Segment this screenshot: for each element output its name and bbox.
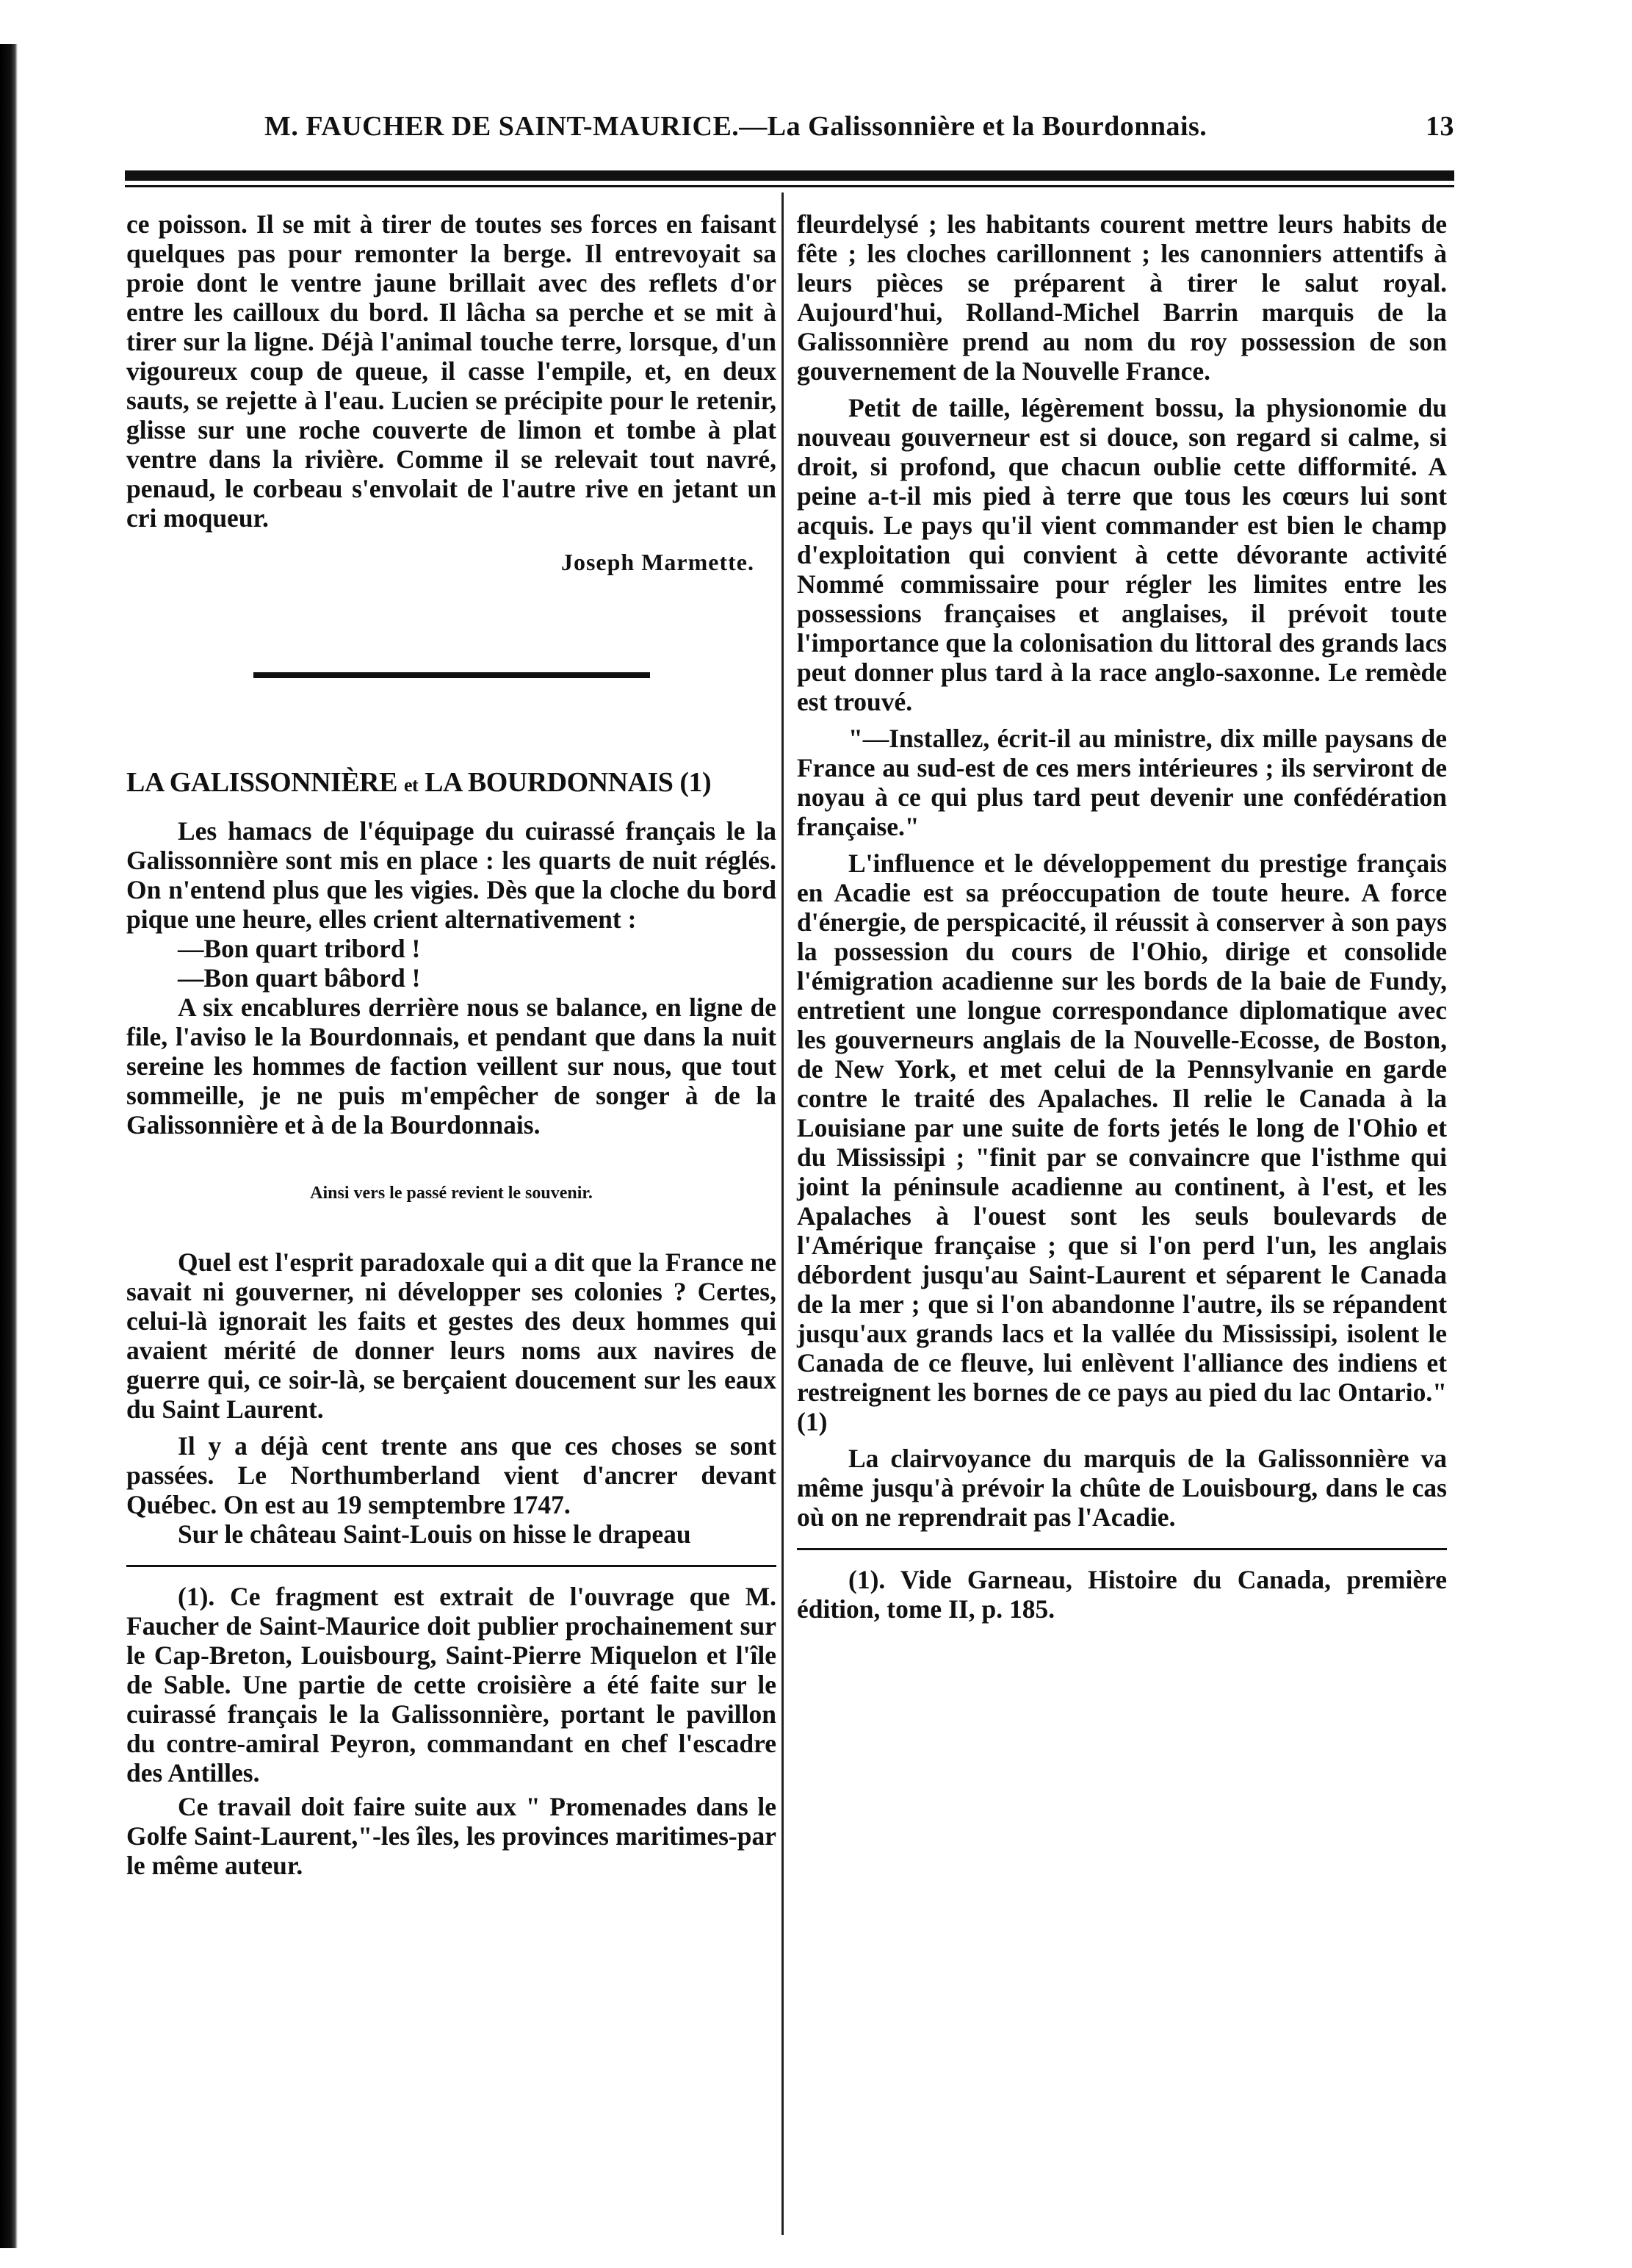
right-paragraph-5: La clairvoyance du marquis de la Galissonnière va même jusqu'à prévoir la chûte de Louisbourg, dans le cas où on ne reprendrait pas l'Acadie. — [797, 1444, 1447, 1532]
running-title: M. FAUCHER DE SAINT-MAURICE.—La Galissonnière et la Bourdonnais. — [264, 111, 1207, 142]
footnote-rule-right — [797, 1548, 1447, 1550]
right-footnote-1: (1). Vide Garneau, Histoire du Canada, première édition, tome II, p. 185. — [797, 1565, 1447, 1624]
section-title-part-a: LA GALISSONNIÈRE — [126, 767, 404, 798]
column-divider — [781, 192, 784, 2235]
page-binding-edge — [0, 44, 18, 2248]
left-footnote-1: (1). Ce fragment est extrait de l'ouvrage que M. Faucher de Saint-Maurice doit publier prochainement sur le Cap-Breton, Louisbourg, Saint-Pierre Miquelon et l'île de Sable. Une partie de cette croisière a été faite sur le cuirassé français le la Galissonnière, portant le pavillon du contre-amiral Peyron, commandant en chef l'escadre des Antilles. — [126, 1582, 776, 1788]
right-paragraph-3: "—Installez, écrit-il au ministre, dix mille paysans de France au sud-est de ces mers intérieures ; ils serviront de noyau à ce qui plus tard peut devenir une confédération française." — [797, 724, 1447, 841]
dialogue-line-1: —Bon quart tribord ! — [178, 934, 421, 963]
header-rule-thin — [125, 185, 1454, 187]
footnote-rule-left — [126, 1565, 776, 1567]
right-paragraph-4: L'influence et le développement du prestige français en Acadie est sa préoccupation de toute heure. A force d'énergie, de perspicacité, il réussit à conserver à son pays la possession du cours de l'Ohio, dirige et consolide l'émigration acadienne sur les bords de la baie de Fundy, entretient une longue correspondance diplomatique avec les gouverneurs anglais de la Nouvelle-Ecosse, de Boston, de New York, et met celui de la Pennsylvanie en garde contre le traité des Apalaches. Il relie le Canada à la Louisiane par une suite de forts jetés le long de l'Ohio et du Mississipi ; "finit par se convaincre que l'isthme qui joint la péninsule acadienne au continent, à l'est, et les Apalaches à l'ouest sont les seuls boulevards de l'Amérique française ; que si l'on perd l'un, les anglais débordent jusqu'au Saint-Laurent et séparent le Canada de la mer ; que si l'on abandonne l'autre, ils se répandent jusqu'aux grands lacs et la vallée du Mississipi, isolent le Canada de ce fleuve, lui enlèvent l'alliance des indiens et restreignent les bornes de ce pays au pied du lac Ontario." (1) — [797, 849, 1447, 1436]
left-paragraph-3: A six encablures derrière nous se balance, en ligne de file, l'aviso le la Bourdonnais, et pendant que dans la nuit sereine les hommes de faction veillent sur nous, que tout sommeille, je ne puis m'empêcher de songer à de la Galissonnière et à de la Bourdonnais. — [126, 993, 776, 1140]
left-paragraph-1: ce poisson. Il se mit à tirer de toutes ses forces en faisant quelques pas pour remonter la berge. Il entrevoyait sa proie dont le ventre jaune brillait avec des reflets d'or entre les cailloux du bord. Il lâcha sa perche et se mit à tirer sur la ligne. Déjà l'animal touche terre, lorsque, d'un vigoureux coup de queue, il casse l'empile, et, en deux sauts, se rejette à l'eau. Lucien se précipite pour le retenir, glisse sur une roche couverte de limon et tombe à plat ventre dans la rivière. Comme il se relevait tout navré, penaud, le corbeau s'envolait de l'autre rive en jetant un cri moqueur. — [126, 209, 776, 533]
left-paragraph-2: Les hamacs de l'équipage du cuirassé français le la Galissonnière sont mis en place : les quarts de nuit réglés. On n'entend plus que les vigies. Dès que la cloche du bord pique une heure, elles crient alternativement : — [126, 816, 776, 934]
page-number: 13 — [1426, 111, 1454, 142]
right-paragraph-1: fleurdelysé ; les habitants courent mettre leurs habits de fête ; les cloches carillonnent ; les canonniers attentifs à leurs pièces se préparent à tirer le salut royal. Aujourd'hui, Rolland-Michel Barrin marquis de la Galissonnière prend au nom du roy possession de son gouvernement de la Nouvelle France. — [797, 209, 1447, 386]
right-paragraph-2: Petit de taille, légèrement bossu, la physionomie du nouveau gouverneur est si douce, son regard si calme, si droit, si profond, que chacun oublie cette difformité. A peine a-t-il mis pied à terre que tous les cœurs lui sont acquis. Le pays qu'il vient commander est bien le champ d'exploitation qui convient à cette dévorante activité Nommé commissaire pour régler les limites entre les possessions françaises et anglaises, il prévoit toute l'importance que la colonisation du littoral des grands lacs peut donner plus tard à la race anglo-saxonne. Le remède est trouvé. — [797, 393, 1447, 716]
left-paragraph-6: Sur le château Saint-Louis on hisse le drapeau — [178, 1519, 691, 1549]
author-signature: Joseph Marmette. — [560, 549, 754, 575]
epigraph-line: Ainsi vers le passé revient le souvenir. — [310, 1184, 593, 1203]
left-footnote-2: Ce travail doit faire suite aux " Promenades dans le Golfe Saint-Laurent,"-les îles, les provinces maritimes-par le même auteur. — [126, 1792, 776, 1880]
section-title — [126, 766, 776, 802]
dialogue-line-2: —Bon quart bâbord ! — [178, 963, 421, 993]
left-paragraph-5: Il y a déjà cent trente ans que ces choses se sont passées. Le Northumberland vient d'ancrer devant Québec. On est au 19 semptembre 1747. — [126, 1431, 776, 1519]
left-column — [126, 209, 776, 1880]
running-header — [88, 110, 1462, 154]
left-paragraph-4: Quel est l'esprit paradoxale qui a dit que la France ne savait ni gouverner, ni développer ses colonies ? Certes, celui-là ignorait les faits et gestes des deux hommes qui avaient mérité de donner leurs noms aux navires de guerre qui, ce soir-là, se berçaient doucement sur les eaux du Saint Laurent. — [126, 1248, 776, 1424]
right-column — [797, 209, 1447, 1624]
header-rule-thick — [125, 170, 1454, 181]
section-title-part-b: LA BOURDONNAIS (1) — [418, 767, 712, 798]
section-separator — [253, 672, 650, 678]
section-title-et: et — [403, 774, 419, 796]
